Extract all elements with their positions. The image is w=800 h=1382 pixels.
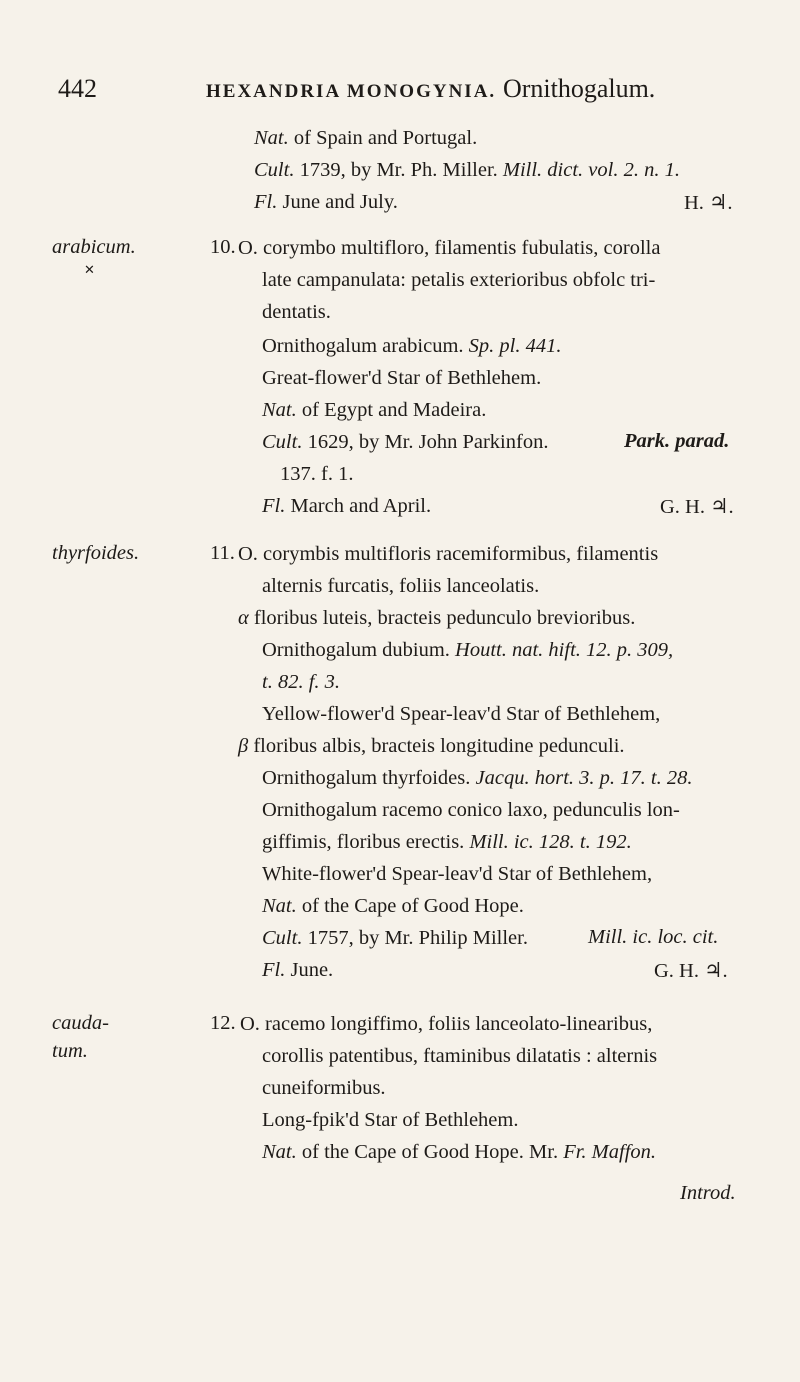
- beta-marker: β: [238, 735, 249, 757]
- arabicum-common-name: Great-flower'd Star of Bethlehem.: [262, 367, 542, 389]
- fl-text: June and July.: [282, 191, 398, 213]
- synonym-text: giffimis, floribus erectis.: [262, 831, 465, 853]
- entry-top-flowering: [254, 190, 398, 215]
- fl-label: Fl.: [262, 495, 286, 517]
- fl-text: March and April.: [290, 495, 432, 517]
- running-head: [206, 74, 655, 104]
- alpha-marker: α: [238, 607, 249, 629]
- arabicum-cult-ref: Park. parad.: [624, 430, 730, 452]
- synonym-text: Ornithogalum arabicum.: [262, 335, 464, 357]
- caudatum-common-name: Long-fpik'd Star of Bethlehem.: [262, 1109, 519, 1131]
- fl-label: Fl.: [254, 191, 278, 213]
- arabicum-habitat: G. H. ♃.: [660, 496, 734, 518]
- nat-label: Nat.: [262, 399, 297, 421]
- thyrsoides-cultivation: [262, 926, 528, 951]
- thyrsoides-native: [262, 894, 524, 919]
- variety-alpha: [238, 606, 635, 631]
- cult-label: Cult.: [262, 431, 303, 453]
- beta-synonym-2-line-1: Ornithogalum racemo conico laxo, pedunculis lon-: [262, 799, 680, 821]
- synonym-ref: Jacqu. hort. 3. p. 17. t. 28.: [475, 767, 693, 789]
- entry-top-native: [254, 126, 477, 151]
- caudatum-native: [262, 1140, 656, 1165]
- caudatum-desc-1: O. racemo longiffimo, foliis lanceolato-linearibus,: [240, 1013, 653, 1035]
- beta-common-name: White-flower'd Spear-leav'd Star of Bethlehem,: [262, 863, 653, 885]
- beta-text: floribus albis, bracteis longitudine pedunculi.: [253, 735, 625, 757]
- thyrsoides-desc-1: O. corymbis multifloris racemiformibus, filamentis: [238, 543, 659, 565]
- entry-number-12: 12.: [210, 1012, 236, 1034]
- thyrsoides-habitat: G. H. ♃.: [654, 960, 728, 982]
- arabicum-flowering: [262, 494, 431, 519]
- caudatum-desc-2: corollis patentibus, ftaminibus dilatatis : alternis: [262, 1045, 658, 1067]
- synonym-text: Ornithogalum thyrfoides.: [262, 767, 471, 789]
- arabicum-desc-1: O. corymbo multifloro, filamentis fubulatis, corolla: [238, 237, 661, 259]
- alpha-ref-2: t. 82. f. 3.: [262, 671, 341, 693]
- thyrsoides-desc-2: alternis furcatis, foliis lanceolatis.: [262, 575, 540, 597]
- nat-ref: Fr. Maffon.: [563, 1141, 657, 1163]
- cult-label: Cult.: [254, 159, 295, 181]
- nat-text: of Spain and Portugal.: [293, 127, 478, 149]
- nat-label: Nat.: [262, 1141, 297, 1163]
- running-head-genus: Ornithogalum.: [502, 74, 656, 103]
- synonym-text: Ornithogalum dubium.: [262, 639, 450, 661]
- nat-text: of Egypt and Madeira.: [301, 399, 487, 421]
- arabicum-cultivation: [262, 430, 548, 455]
- margin-mark: ✕: [84, 262, 95, 277]
- margin-name-caudatum-2: tum.: [52, 1040, 88, 1062]
- margin-name-arabicum: arabicum.: [52, 236, 136, 258]
- running-head-class: HEXANDRIA MONOGYNIA.: [206, 81, 497, 102]
- entry-top-habitat: H. ♃.: [684, 192, 733, 214]
- page-number: 442: [58, 74, 97, 103]
- beta-synonym-2-line-2: [262, 830, 632, 855]
- nat-text: of the Cape of Good Hope. Mr.: [301, 1141, 559, 1163]
- entry-number-10: 10.: [210, 236, 236, 258]
- cult-text: 1739, by Mr. Ph. Miller.: [299, 159, 498, 181]
- arabicum-desc-3: dentatis.: [262, 301, 331, 323]
- thyrsoides-cult-ref: Mill. ic. loc. cit.: [588, 926, 719, 948]
- margin-name-caudatum-1: cauda-: [52, 1012, 109, 1034]
- arabicum-desc-2: late campanulata: petalis exterioribus obfolc tri-: [262, 269, 656, 291]
- variety-beta: [238, 734, 625, 759]
- cult-text: 1629, by Mr. John Parkinfon.: [307, 431, 549, 453]
- caudatum-desc-3: cuneiformibus.: [262, 1077, 386, 1099]
- catchword: Introd.: [680, 1182, 736, 1204]
- cult-label: Cult.: [262, 927, 303, 949]
- entry-number-11: 11.: [210, 542, 235, 564]
- cult-text: 1757, by Mr. Philip Miller.: [307, 927, 528, 949]
- alpha-common-name: Yellow-flower'd Spear-leav'd Star of Bethlehem,: [262, 703, 661, 725]
- margin-name-thyrsoides: thyrfoides.: [52, 542, 140, 564]
- arabicum-synonym: [262, 334, 561, 359]
- nat-label: Nat.: [262, 895, 297, 917]
- arabicum-cult-ref-2: 137. f. 1.: [280, 463, 354, 485]
- fl-text: June.: [290, 959, 334, 981]
- synonym-ref: Houtt. nat. hift. 12. p. 309,: [455, 639, 674, 661]
- cult-ref: Mill. dict. vol. 2. n. 1.: [502, 159, 680, 181]
- nat-text: of the Cape of Good Hope.: [301, 895, 524, 917]
- fl-label: Fl.: [262, 959, 286, 981]
- thyrsoides-flowering: [262, 958, 333, 983]
- beta-synonym: [262, 766, 692, 791]
- synonym-ref: Mill. ic. 128. t. 192.: [469, 831, 632, 853]
- alpha-text: floribus luteis, bracteis pedunculo brevioribus.: [253, 607, 636, 629]
- alpha-synonym: [262, 638, 673, 663]
- arabicum-native: [262, 398, 486, 423]
- synonym-ref: Sp. pl. 441.: [468, 335, 562, 357]
- entry-top-cultivation: [254, 158, 680, 183]
- nat-label: Nat.: [254, 127, 289, 149]
